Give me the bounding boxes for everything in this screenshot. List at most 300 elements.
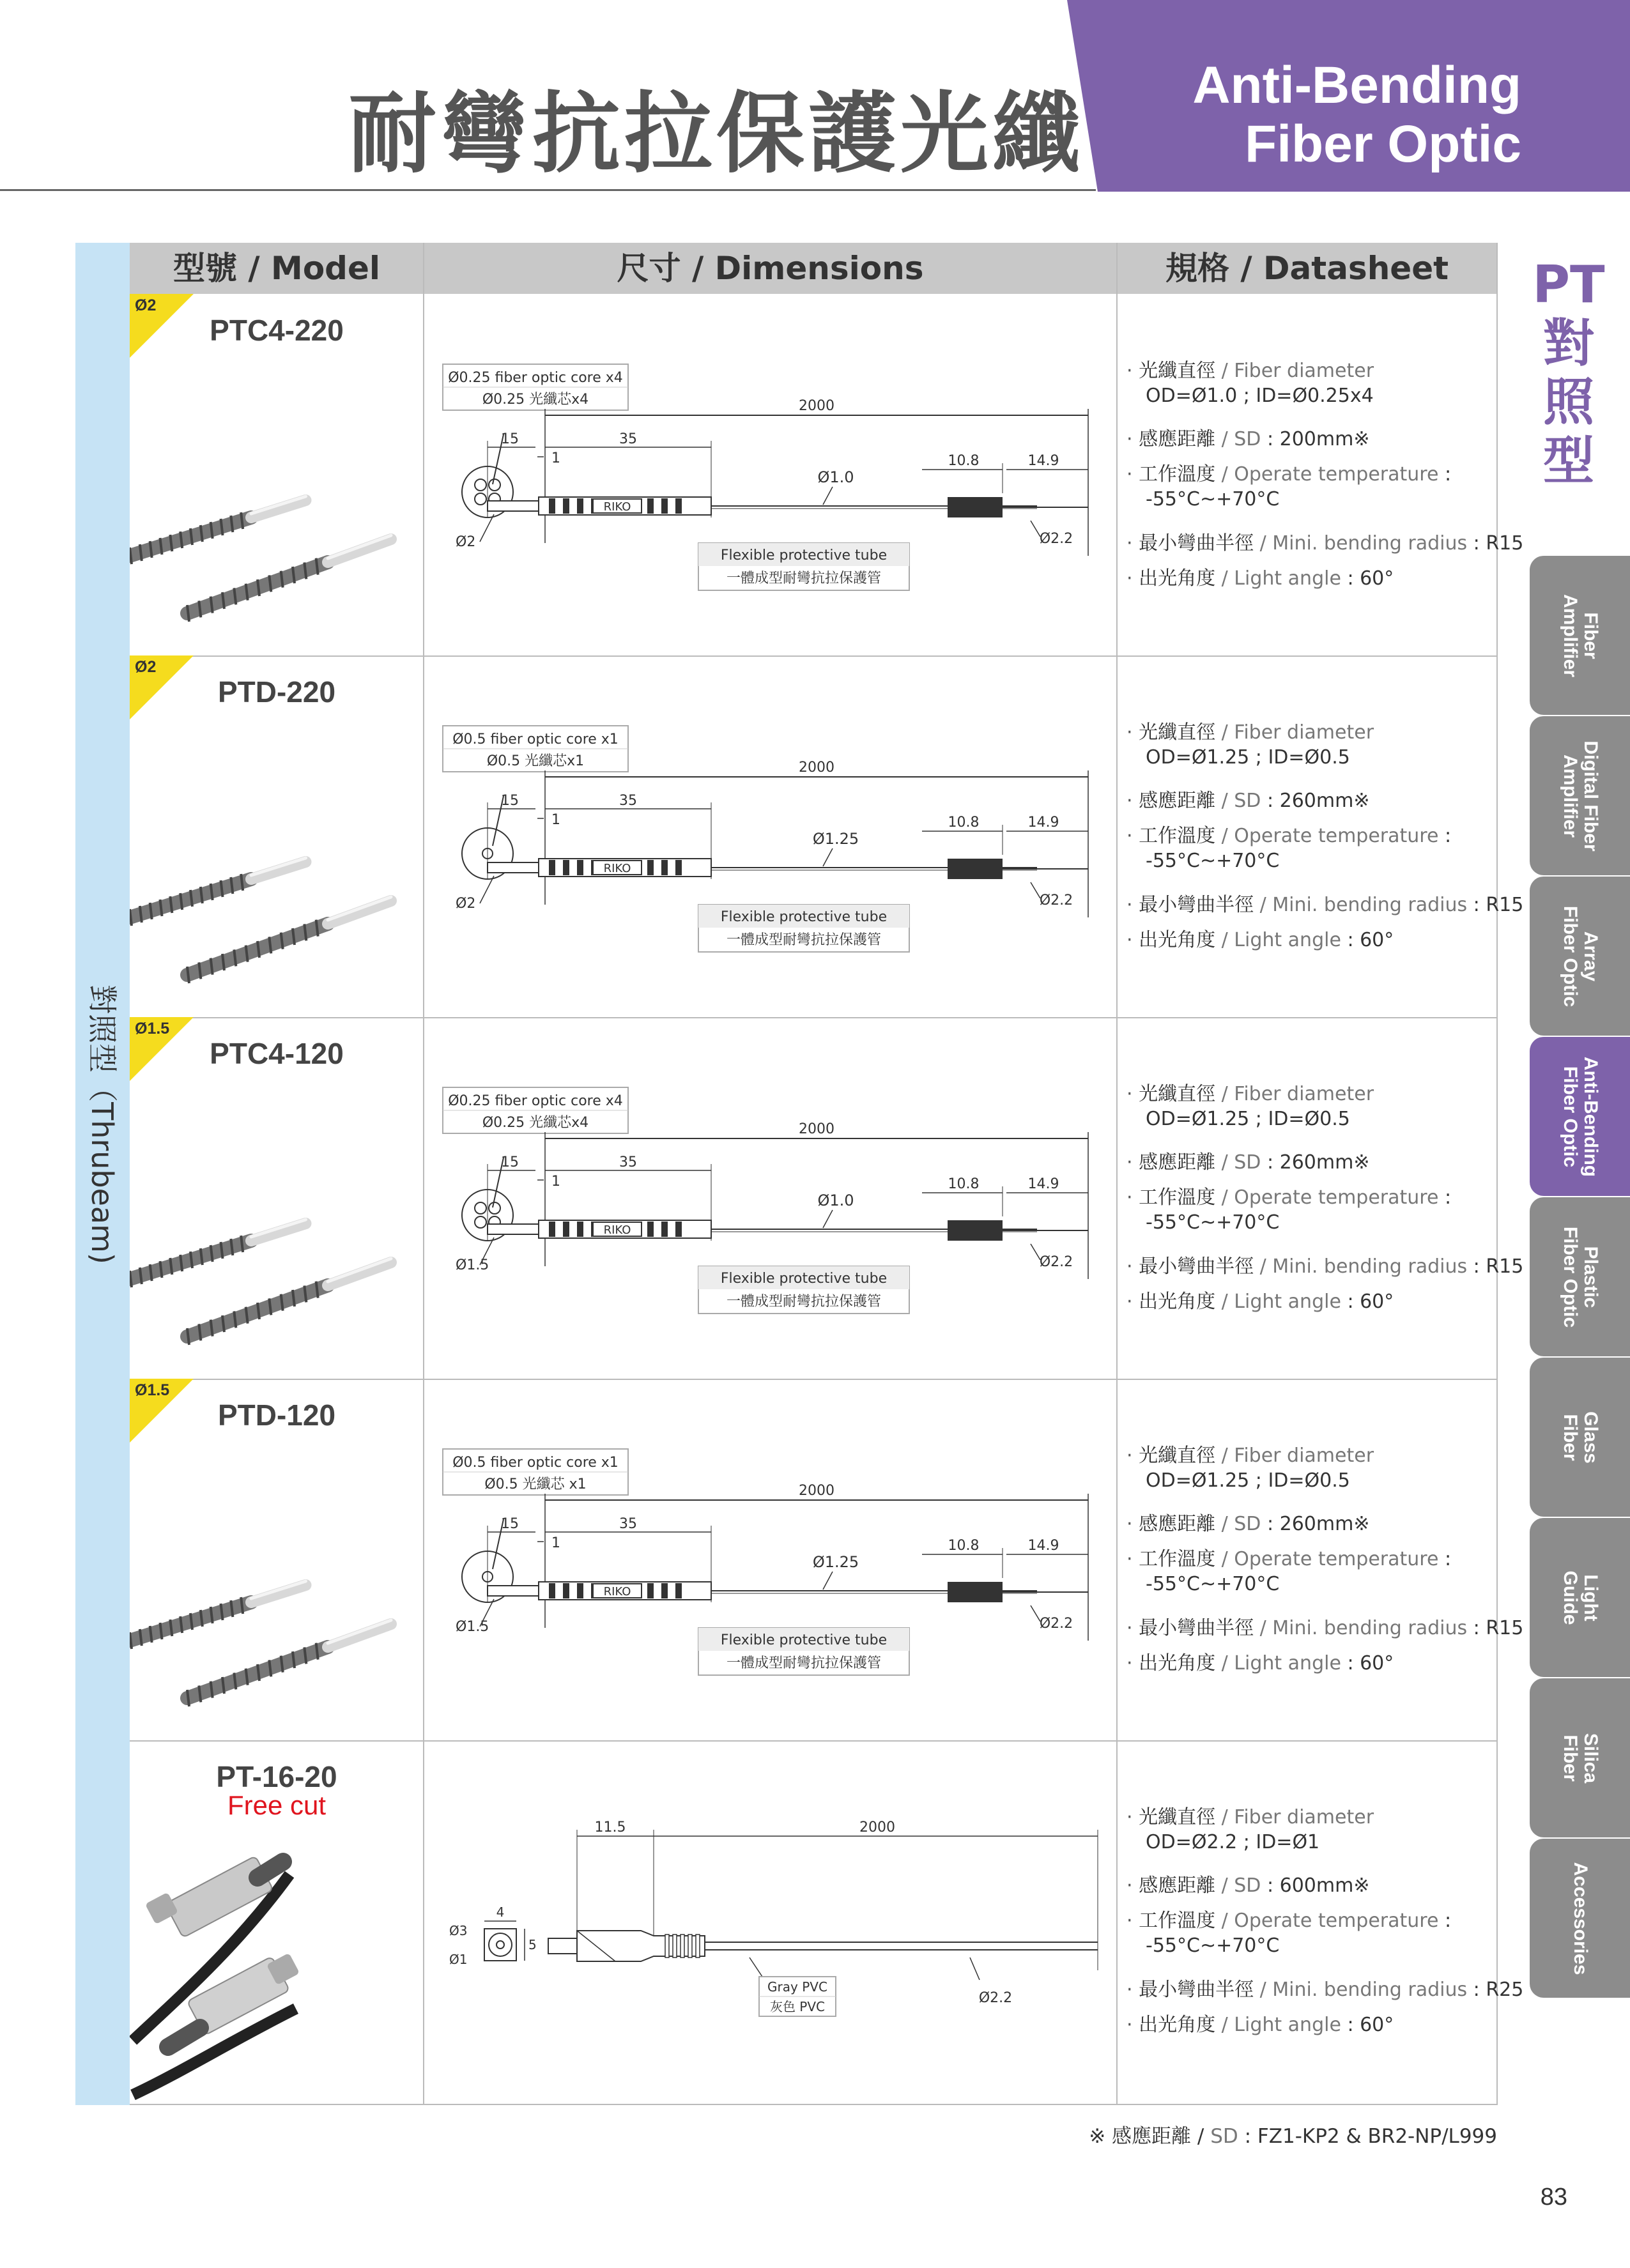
- brand-logo: RIKO: [603, 500, 631, 514]
- tab-label: [1560, 1524, 1601, 1671]
- colon: :: [1261, 1513, 1280, 1535]
- fiber-head: [187, 897, 391, 983]
- colon: :: [1261, 1151, 1280, 1174]
- tab-label-line2: Amplifier: [1559, 594, 1581, 677]
- spec-label-en: Mini. bending radius: [1272, 1979, 1468, 2001]
- spec-sensing-distance: [1126, 1869, 1369, 1897]
- dimension-drawing: [424, 1017, 1117, 1379]
- dim-35: 35: [619, 1516, 637, 1532]
- dim-10-8: 10.8: [948, 815, 980, 831]
- spec-label-en: Mini. bending radius: [1272, 1255, 1468, 1278]
- dimension-drawing: [424, 655, 1117, 1017]
- dim-15: 15: [501, 1516, 519, 1532]
- spec-fiber-diameter: [1126, 1078, 1374, 1106]
- dim-14-9: 14.9: [1027, 1538, 1059, 1554]
- bullet: ·: [1126, 360, 1139, 382]
- separator: /: [1215, 1513, 1234, 1535]
- spec-label-cn: 最小彎曲半徑: [1139, 1979, 1254, 2001]
- tab-label-line1: Silica: [1580, 1733, 1601, 1783]
- tab-label: [1560, 883, 1601, 1030]
- colon: :: [1261, 790, 1280, 812]
- tab-glass-fiber[interactable]: [1530, 1358, 1630, 1517]
- spec-label-en: SD: [1234, 1874, 1261, 1897]
- bullet: ·: [1126, 2014, 1139, 2036]
- spec-value: 600mm※: [1279, 1874, 1370, 1897]
- separator: /: [1254, 894, 1273, 916]
- core-label-en: Ø0.5 fiber optic core x1: [452, 1455, 619, 1471]
- tab-label-line2: Fiber: [1559, 1734, 1581, 1782]
- bullet: ·: [1126, 1513, 1139, 1535]
- dia-head: Ø2: [456, 896, 476, 912]
- photo-cell: [130, 294, 424, 658]
- dimensions-cell: [424, 294, 1117, 655]
- core-label-cn: Ø0.25 光纖芯x4: [482, 392, 589, 408]
- photo-cell: [130, 1017, 424, 1381]
- core-label-cn: Ø0.25 光纖芯x4: [482, 1115, 589, 1131]
- spec-label-cn: 最小彎曲半徑: [1139, 1255, 1254, 1278]
- spec-value: OD=Ø1.25 ; ID=Ø0.5: [1146, 1108, 1350, 1130]
- spec-fiber-diameter: [1126, 355, 1374, 383]
- spec-operate-temperature: [1126, 1543, 1451, 1571]
- dim-total-length: 2000: [799, 398, 834, 414]
- tube-label-en: Flexible protective tube: [720, 1632, 888, 1648]
- model-name: PTC4-120: [210, 1037, 344, 1070]
- spec-value: 260mm※: [1279, 790, 1370, 812]
- spec-label-en: Fiber diameter: [1234, 1444, 1374, 1467]
- separator: /: [1215, 1151, 1234, 1174]
- spec-bending-radius: [1126, 1973, 1523, 2002]
- bullet: ·: [1126, 1186, 1139, 1209]
- spec-value: R25: [1486, 1979, 1524, 2001]
- spec-value: R15: [1486, 894, 1524, 916]
- bullet: ·: [1126, 1255, 1139, 1278]
- dia-end: Ø2.2: [1039, 1616, 1073, 1632]
- tab-label-line1: Array: [1580, 931, 1601, 981]
- spec-value: OD=Ø1.25 ; ID=Ø0.5: [1146, 746, 1350, 769]
- model-name: PTD-120: [217, 1398, 336, 1432]
- colon: :: [1467, 1617, 1486, 1639]
- fiber-head: [130, 1220, 306, 1287]
- fiber-head: [187, 1620, 391, 1706]
- colon: :: [1467, 532, 1486, 555]
- separator: /: [1215, 1910, 1234, 1932]
- spec-label-cn: 最小彎曲半徑: [1139, 532, 1254, 555]
- colon: :: [1438, 1910, 1452, 1932]
- thrubeam-label: 對照型（Thrubeam): [85, 985, 119, 1264]
- pvc-label-en: Gray PVC: [767, 1979, 827, 1995]
- diameter-badge-label: Ø1.5: [135, 1020, 170, 1038]
- colon: :: [1341, 929, 1360, 951]
- photo-cell: [130, 655, 424, 1020]
- spec-value: -55°C~+70°C: [1146, 1573, 1280, 1595]
- spec-label-en: Light angle: [1234, 567, 1341, 590]
- tab-label: [1560, 1204, 1601, 1351]
- separator: /: [1215, 1291, 1234, 1313]
- separator: /: [1254, 1255, 1273, 1278]
- spec-bending-radius: [1126, 1250, 1523, 1278]
- colon: :: [1261, 1874, 1280, 1897]
- tab-label-line1: Plastic: [1580, 1246, 1601, 1308]
- colon: :: [1467, 1979, 1486, 2001]
- tube-label-cn: 一體成型耐彎抗拉保護管: [726, 1294, 882, 1310]
- spec-label-cn: 最小彎曲半徑: [1139, 1617, 1254, 1639]
- colon: :: [1341, 567, 1360, 590]
- dimensions-cell: [424, 1379, 1117, 1740]
- bullet: ·: [1126, 894, 1139, 916]
- spec-label-cn: 出光角度: [1139, 1652, 1216, 1674]
- colon: :: [1261, 428, 1280, 450]
- colon: :: [1341, 1291, 1360, 1313]
- bullet: ·: [1126, 929, 1139, 951]
- spec-value: OD=Ø1.25 ; ID=Ø0.5: [1146, 1469, 1350, 1492]
- separator: /: [1215, 1083, 1234, 1105]
- tab-label-line2: Guide: [1559, 1570, 1581, 1625]
- bullet: ·: [1126, 1979, 1139, 2001]
- separator: /: [1215, 1444, 1234, 1467]
- tab-label-line2: Fiber Optic: [1559, 1066, 1581, 1167]
- product-photo: [130, 1017, 424, 1379]
- page-title-chinese: 耐彎抗拉保護光纖: [348, 82, 1085, 185]
- dia-3: Ø3: [449, 1923, 468, 1938]
- dim-10-8: 10.8: [948, 1176, 980, 1192]
- tab-label: [1560, 562, 1601, 709]
- separator: /: [1215, 2014, 1234, 2036]
- dim-14-9: 14.9: [1027, 1176, 1059, 1192]
- fiber-head: [130, 1581, 306, 1649]
- dim-total-length: 2000: [859, 1820, 895, 1835]
- spec-value: -55°C~+70°C: [1146, 488, 1280, 510]
- colon: :: [1467, 1255, 1486, 1278]
- spec-fiber-diameter-value: [1146, 385, 1374, 407]
- bullet: ·: [1126, 1910, 1139, 1932]
- column-header-model: 型號 / Model: [173, 250, 381, 287]
- separator: /: [1215, 463, 1234, 486]
- spec-light-angle: [1126, 562, 1394, 590]
- spec-label-cn: 光纖直徑: [1139, 360, 1216, 382]
- section-label-code: PT: [1532, 255, 1605, 314]
- spec-value: 260mm※: [1279, 1151, 1370, 1174]
- spec-label-en: SD: [1234, 790, 1261, 812]
- title-en-line1: Anti-Bending: [1192, 56, 1521, 114]
- separator: /: [1215, 825, 1234, 847]
- dim-total-length: 2000: [799, 1483, 834, 1499]
- bullet: ·: [1126, 1548, 1139, 1570]
- bullet: ·: [1126, 721, 1139, 744]
- dia-fiber: Ø1.0: [817, 468, 854, 486]
- dia-fiber: Ø1.25: [812, 1553, 859, 1571]
- dim-4: 4: [496, 1904, 505, 1920]
- tab-label: [1560, 1685, 1601, 1832]
- dim-1: 1: [551, 450, 560, 466]
- product-photo: [130, 1379, 424, 1740]
- footnote: [1089, 2120, 1497, 2149]
- dim-15: 15: [501, 1154, 519, 1170]
- dia-head: Ø1.5: [456, 1257, 489, 1273]
- spec-value: OD=Ø1.0 ; ID=Ø0.25x4: [1146, 385, 1374, 407]
- header-rule: [0, 189, 1096, 191]
- dim-5: 5: [528, 1937, 537, 1952]
- section-label: [1527, 256, 1610, 491]
- spec-value: OD=Ø2.2 ; ID=Ø1: [1146, 1831, 1320, 1853]
- diameter-badge-label: Ø2: [135, 296, 157, 314]
- page-title-english: [1125, 56, 1521, 174]
- bullet: ·: [1126, 790, 1139, 812]
- spec-operate-temperature: [1126, 1181, 1451, 1209]
- spec-light-angle: [1126, 1285, 1394, 1314]
- spec-sensing-distance: [1126, 785, 1369, 813]
- spec-fiber-diameter: [1126, 716, 1374, 744]
- tab-label-line1: Glass: [1580, 1411, 1601, 1464]
- tab-plastic-fiber-optic[interactable]: [1530, 1197, 1630, 1356]
- brand-logo: RIKO: [603, 1223, 631, 1237]
- tab-label-line1: Light: [1580, 1574, 1601, 1621]
- footnote-rest: : FZ1-KP2 & BR2-NP/L999: [1238, 2125, 1497, 2148]
- spec-label-en: SD: [1234, 1513, 1261, 1535]
- tab-array-fiber-optic[interactable]: [1530, 877, 1630, 1036]
- separator: /: [1215, 360, 1234, 382]
- tab-label-line1: Fiber: [1580, 611, 1601, 659]
- tab-label-line2: Amplifier: [1559, 754, 1581, 838]
- fiber-head: [187, 1259, 391, 1345]
- product-photo: [130, 1740, 424, 2102]
- dim-14-9: 14.9: [1027, 453, 1059, 469]
- spec-operate-temperature: [1126, 1904, 1451, 1933]
- spec-label-cn: 工作溫度: [1139, 1910, 1216, 1932]
- spec-label-cn: 工作溫度: [1139, 825, 1216, 847]
- spec-operate-temperature-value: [1146, 1935, 1279, 1957]
- spec-label-en: Fiber diameter: [1234, 1083, 1374, 1105]
- colon: :: [1438, 463, 1452, 486]
- dimensions-cell: [424, 1017, 1117, 1379]
- dimension-drawing: [424, 294, 1117, 655]
- spec-bending-radius: [1126, 1612, 1523, 1640]
- dim-total-length: 2000: [799, 1121, 834, 1137]
- spec-label-en: Operate temperature: [1234, 1548, 1439, 1570]
- dim-total-length: 2000: [799, 760, 834, 776]
- photo-cell: [130, 1379, 424, 1743]
- dimensions-cell: [424, 655, 1117, 1017]
- spec-operate-temperature: [1126, 820, 1451, 848]
- tab-digital-fiber-amplifier[interactable]: [1530, 716, 1630, 875]
- spec-label-cn: 工作溫度: [1139, 1186, 1216, 1209]
- spec-fiber-diameter-value: [1146, 746, 1350, 769]
- spec-operate-temperature-value: [1146, 850, 1279, 872]
- dim-10-8: 10.8: [948, 453, 980, 469]
- bullet: ·: [1126, 1652, 1139, 1674]
- product-row-ptc4-120: [130, 1017, 1524, 1379]
- dim-10-8: 10.8: [948, 1538, 980, 1554]
- separator: /: [1215, 721, 1234, 744]
- spec-label-en: Light angle: [1234, 1652, 1341, 1674]
- fiber-head: [130, 496, 306, 564]
- dimension-drawing: [424, 1379, 1117, 1740]
- spec-label-en: SD: [1234, 428, 1261, 450]
- tab-label-line2: Fiber Optic: [1559, 905, 1581, 1007]
- fiber-head: [130, 858, 306, 926]
- bullet: ·: [1126, 428, 1139, 450]
- separator: /: [1254, 1617, 1273, 1639]
- spec-value: R15: [1486, 532, 1524, 555]
- spec-label-cn: 出光角度: [1139, 2014, 1216, 2036]
- spec-label-cn: 光纖直徑: [1139, 721, 1216, 744]
- pvc-label-cn: 灰色 PVC: [769, 1999, 826, 2014]
- colon: :: [1467, 894, 1486, 916]
- tab-light-guide[interactable]: [1530, 1518, 1630, 1677]
- tube-label-cn: 一體成型耐彎抗拉保護管: [726, 1655, 882, 1671]
- model-name: PTD-220: [217, 675, 336, 709]
- spec-sensing-distance: [1126, 423, 1369, 451]
- tab-label-line2: Fiber: [1559, 1413, 1581, 1461]
- dim-1: 1: [551, 812, 560, 828]
- tab-label: [1570, 1845, 1590, 1992]
- spec-label-en: Operate temperature: [1234, 1186, 1439, 1209]
- spec-label-en: Mini. bending radius: [1272, 532, 1468, 555]
- spec-label-cn: 出光角度: [1139, 1291, 1216, 1313]
- spec-value: 60°: [1360, 567, 1394, 590]
- spec-label-en: Operate temperature: [1234, 1910, 1439, 1932]
- spec-value: -55°C~+70°C: [1146, 1211, 1280, 1234]
- tab-label-line1: Digital Fiber: [1580, 740, 1601, 852]
- model-subtitle: Free cut: [227, 1790, 327, 1820]
- spec-label-cn: 光纖直徑: [1139, 1444, 1216, 1467]
- footnote-sd: SD: [1210, 2125, 1238, 2148]
- tab-accessories[interactable]: [1530, 1839, 1630, 1998]
- spec-label-en: Operate temperature: [1234, 825, 1439, 847]
- model-name: PT-16-20: [216, 1760, 337, 1793]
- dim-15: 15: [501, 793, 519, 809]
- spec-label-en: Operate temperature: [1234, 463, 1439, 486]
- spec-operate-temperature-value: [1146, 1573, 1279, 1595]
- tab-silica-fiber[interactable]: [1530, 1678, 1630, 1837]
- spec-value: 60°: [1360, 1652, 1394, 1674]
- spec-label-cn: 工作溫度: [1139, 463, 1216, 486]
- spec-label-en: Light angle: [1234, 1291, 1341, 1313]
- dim-15: 15: [501, 431, 519, 447]
- dia-end: Ø2.2: [1039, 531, 1073, 547]
- separator: /: [1215, 929, 1234, 951]
- page-number: 83: [1540, 2184, 1567, 2211]
- separator: /: [1215, 1652, 1234, 1674]
- separator: /: [1215, 1548, 1234, 1570]
- dia-head: Ø2: [456, 534, 476, 550]
- spec-fiber-diameter-value: [1146, 1469, 1350, 1492]
- separator: /: [1215, 1806, 1234, 1828]
- spec-sensing-distance: [1126, 1146, 1369, 1174]
- dia-fiber: Ø1.0: [817, 1191, 854, 1209]
- tube-label-en: Flexible protective tube: [720, 909, 888, 925]
- tab-label-line2: Fiber Optic: [1559, 1226, 1581, 1328]
- dim-35: 35: [619, 431, 637, 447]
- product-row-ptd-220: [130, 655, 1524, 1017]
- separator: /: [1215, 567, 1234, 590]
- core-label-cn: Ø0.5 光纖芯 x1: [484, 1476, 587, 1492]
- spec-operate-temperature-value: [1146, 488, 1279, 510]
- bullet: ·: [1126, 1444, 1139, 1467]
- spec-fiber-diameter-value: [1146, 1108, 1350, 1130]
- section-label-char: 型: [1543, 431, 1594, 491]
- tube-label-en: Flexible protective tube: [720, 1271, 888, 1287]
- bullet: ·: [1126, 825, 1139, 847]
- tab-fiber-amplifier[interactable]: [1530, 556, 1630, 715]
- product-row-pt-16-20: [130, 1740, 1524, 2102]
- dim-35: 35: [619, 1154, 637, 1170]
- photo-cell: [130, 1740, 424, 2104]
- dimension-drawing: [424, 1740, 1117, 2102]
- spec-label-cn: 感應距離: [1139, 790, 1216, 812]
- spec-value: 60°: [1360, 2014, 1394, 2036]
- section-label-char: 對: [1543, 314, 1594, 373]
- spec-operate-temperature-value: [1146, 1211, 1279, 1234]
- brand-logo: RIKO: [603, 862, 631, 875]
- column-header-dimensions: 尺寸 / Dimensions: [617, 250, 924, 287]
- spec-bending-radius: [1126, 527, 1523, 555]
- spec-label-cn: 感應距離: [1139, 428, 1216, 450]
- dia-fiber: Ø1.25: [812, 830, 859, 848]
- spec-value: 260mm※: [1279, 1513, 1370, 1535]
- spec-operate-temperature: [1126, 458, 1451, 486]
- dia-1: Ø1: [449, 1952, 468, 1967]
- table-header: [130, 243, 1497, 294]
- spec-label-cn: 光纖直徑: [1139, 1806, 1216, 1828]
- title-en-line2: Fiber Optic: [1245, 115, 1521, 173]
- diameter-badge-label: Ø2: [135, 658, 157, 676]
- product-row-ptd-120: [130, 1379, 1524, 1740]
- diameter-badge-label: Ø1.5: [135, 1381, 170, 1399]
- dia-end: Ø2.2: [1039, 1254, 1073, 1270]
- separator: /: [1215, 790, 1234, 812]
- separator: /: [1215, 1186, 1234, 1209]
- bullet: ·: [1126, 1151, 1139, 1174]
- dia-end: Ø2.2: [978, 1990, 1013, 2006]
- colon: :: [1341, 2014, 1360, 2036]
- core-label-en: Ø0.25 fiber optic core x4: [448, 370, 623, 386]
- bullet: ·: [1126, 1617, 1139, 1639]
- spec-label-en: Light angle: [1234, 2014, 1341, 2036]
- spec-label-en: Light angle: [1234, 929, 1341, 951]
- fiber-head: [187, 535, 391, 622]
- tab-label: [1560, 723, 1601, 870]
- spec-value: -55°C~+70°C: [1146, 850, 1280, 872]
- spec-label-cn: 出光角度: [1139, 567, 1216, 590]
- spec-label-cn: 感應距離: [1139, 1874, 1216, 1897]
- spec-light-angle: [1126, 2009, 1394, 2037]
- spec-light-angle: [1126, 924, 1394, 952]
- bullet: ·: [1126, 532, 1139, 555]
- spec-light-angle: [1126, 1647, 1394, 1675]
- dia-head: Ø1.5: [456, 1619, 489, 1635]
- spec-label-cn: 光纖直徑: [1139, 1083, 1216, 1105]
- section-label-type: [1527, 314, 1610, 491]
- tube-label-en: Flexible protective tube: [720, 548, 888, 563]
- spec-value: R15: [1486, 1617, 1524, 1639]
- tube-label-cn: 一體成型耐彎抗拉保護管: [726, 932, 882, 948]
- spec-fiber-diameter-value: [1146, 1831, 1319, 1853]
- tube-label-cn: 一體成型耐彎抗拉保護管: [726, 571, 882, 586]
- spec-label-en: Fiber diameter: [1234, 1806, 1374, 1828]
- spec-value: R15: [1486, 1255, 1524, 1278]
- spec-value: 200mm※: [1279, 428, 1370, 450]
- spec-sensing-distance: [1126, 1508, 1369, 1536]
- spec-label-cn: 感應距離: [1139, 1513, 1216, 1535]
- tab-anti-bending-fiber-optic[interactable]: [1530, 1037, 1630, 1196]
- colon: :: [1438, 1548, 1452, 1570]
- dim-1: 1: [551, 1535, 560, 1551]
- spec-label-en: Fiber diameter: [1234, 360, 1374, 382]
- bullet: ·: [1126, 1083, 1139, 1105]
- section-label-char: 照: [1543, 372, 1594, 432]
- tab-label-line1: Accessories: [1569, 1862, 1591, 1975]
- spec-label-cn: 工作溫度: [1139, 1548, 1216, 1570]
